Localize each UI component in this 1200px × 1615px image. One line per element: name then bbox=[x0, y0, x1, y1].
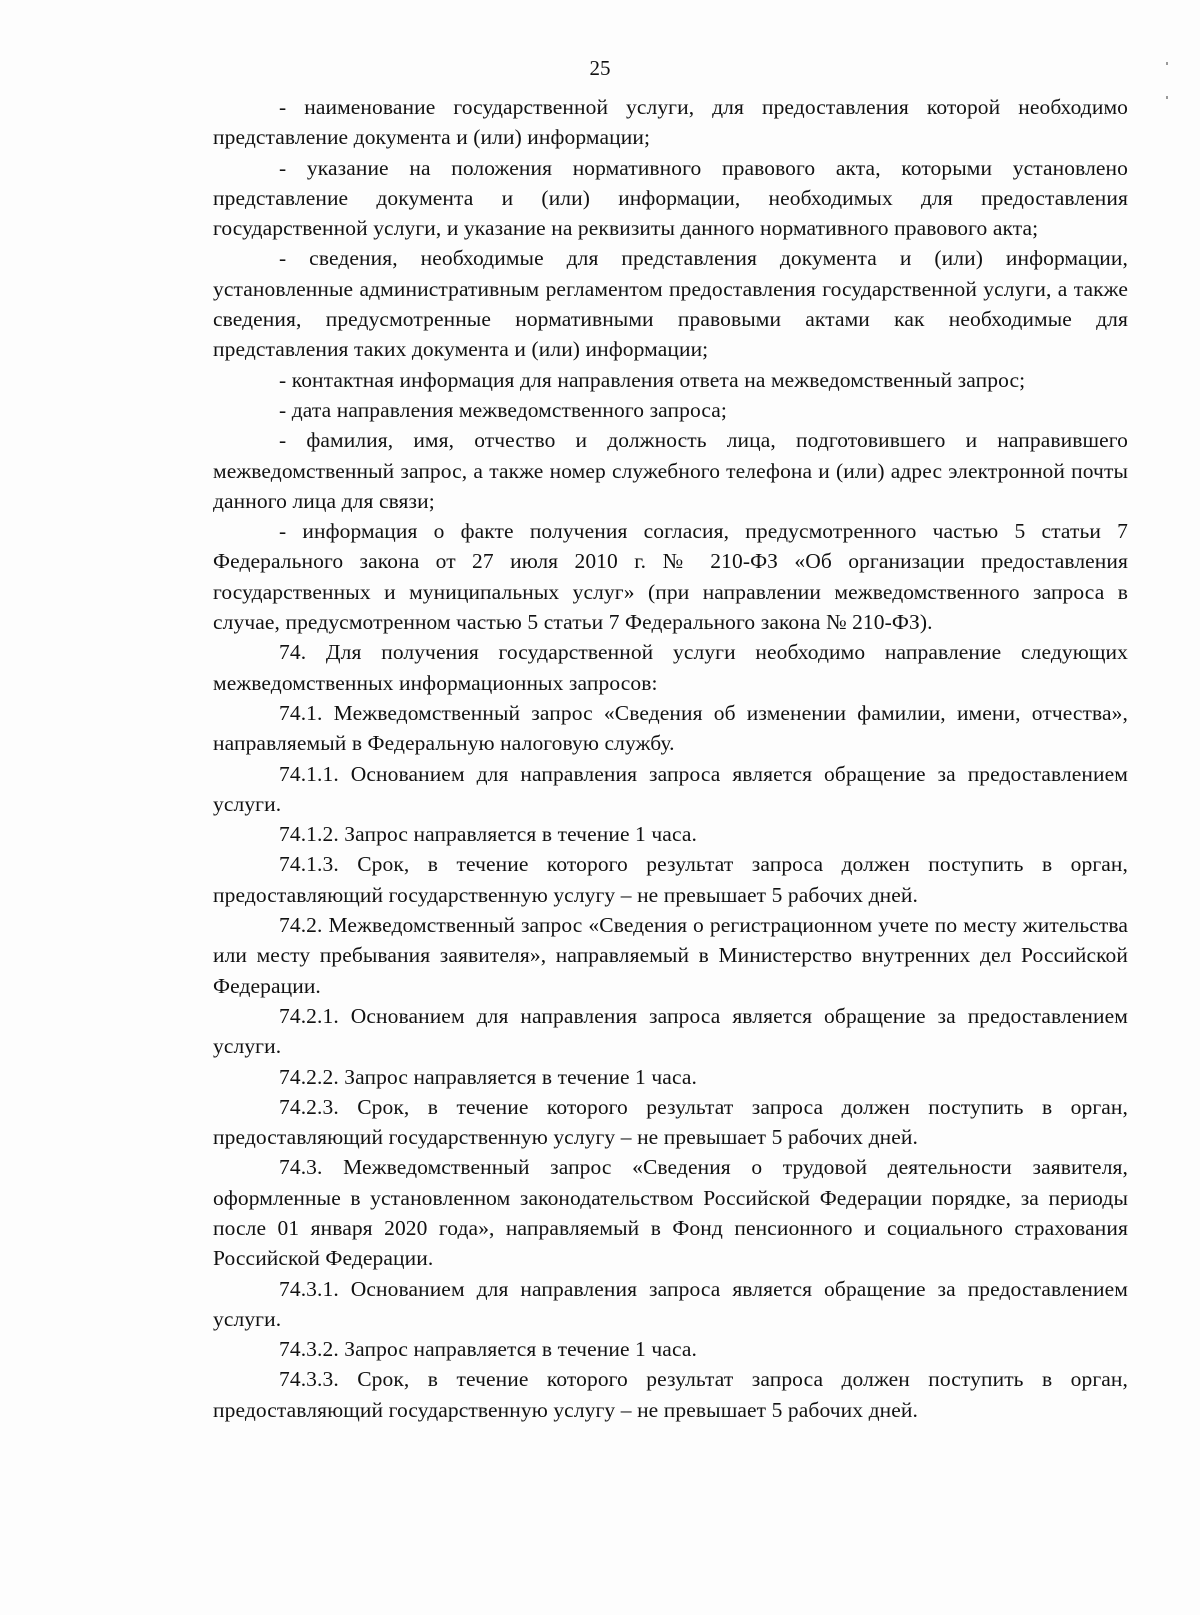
paragraph-74-1-3: 74.1.3. Срок, в течение которого результат запроса должен поступить в орган, предоставляющий государственную услугу – не превышает 5 рабочих дней. bbox=[213, 852, 1128, 907]
paragraph-responsible-person: - фамилия, имя, отчество и должность лица, подготовившего и направившего межведомственный запрос, а также номер служебного телефона и (или) адрес электронной почты данного лица для связи; bbox=[213, 428, 1128, 513]
paragraph-74-2: 74.2. Межведомственный запрос «Сведения о регистрационном учете по месту жительства или месту пребывания заявителя», направляемый в Министерство внутренних дел Российской Федерации. bbox=[213, 913, 1128, 998]
paragraph-74-3-2: 74.3.2. Запрос направляется в течение 1 часа. bbox=[279, 1337, 697, 1362]
paragraph-74-3: 74.3. Межведомственный запрос «Сведения о трудовой деятельности заявителя, оформленные в установленном законодательством Российской Федерации порядке, за периоды после 01 января 2020 года», направляемый в Фонд пенсионного и социального страхования Российской Федерации. bbox=[213, 1155, 1128, 1271]
paragraph-74-1: 74.1. Межведомственный запрос «Сведения об изменении фамилии, имени, отчества», направляемый в Федеральную налоговую службу. bbox=[213, 700, 1128, 756]
paragraph-74-3-3: 74.3.3. Срок, в течение которого результат запроса должен поступить в орган, предоставляющий государственную услугу – не превышает 5 рабочих дней. bbox=[213, 1367, 1128, 1422]
paragraph-74-3-1: 74.3.1. Основанием для направления запроса является обращение за предоставлением услуги. bbox=[213, 1276, 1128, 1331]
document-body bbox=[213, 92, 1128, 1425]
paragraph-74-2-2: 74.2.2. Запрос направляется в течение 1 часа. bbox=[279, 1064, 697, 1089]
paragraph-legal-act: - указание на положения нормативного правового акта, которыми установлено представление документа и (или) информации, необходимых для предоставления государственной услуги, и указание на реквизиты данного нормативного правового акта; bbox=[213, 155, 1128, 241]
paragraph-74-2-3: 74.2.3. Срок, в течение которого результат запроса должен поступить в орган, предоставляющий государственную услугу – не превышает 5 рабочих дней. bbox=[213, 1094, 1128, 1150]
paragraph-consent-info: - информация о факте получения согласия, предусмотренного частью 5 статьи 7 Федерального закона от 27 июля 2010 г. № 210-ФЗ «Об организации предоставления государственных и муниципальных услуг» (при направлении межведомственного запроса в случае, предусмотренном частью 5 статьи 7 Федерального закона № 210-ФЗ). bbox=[213, 519, 1128, 635]
scan-speck bbox=[1166, 96, 1168, 99]
scan-speck bbox=[1166, 62, 1168, 65]
paragraph-service-name: - наименование государственной услуги, для предоставления которой необходимо представление документа и (или) информации; bbox=[213, 95, 1128, 150]
paragraph-74-1-2: 74.1.2. Запрос направляется в течение 1 часа. bbox=[279, 822, 697, 847]
paragraph-74: 74. Для получения государственной услуги необходимо направление следующих межведомственных информационных запросов: bbox=[213, 640, 1128, 695]
paragraph-request-date: - дата направления межведомственного запроса; bbox=[279, 397, 727, 422]
paragraph-74-2-1: 74.2.1. Основанием для направления запроса является обращение за предоставлением услуги. bbox=[213, 1003, 1128, 1059]
page-number: 25 bbox=[589, 56, 611, 80]
paragraph-74-1-1: 74.1.1. Основанием для направления запроса является обращение за предоставлением услуги. bbox=[213, 761, 1128, 816]
paragraph-contact-info: - контактная информация для направления ответа на межведомственный запрос; bbox=[279, 367, 1026, 392]
paragraph-required-info: - сведения, необходимые для представления документа и (или) информации, установленные административным регламентом предоставления государственной услуги, а также сведения, предусмотренные нормативными правовыми актами как необходимые для представления таких документа и (или) информации; bbox=[213, 246, 1128, 362]
